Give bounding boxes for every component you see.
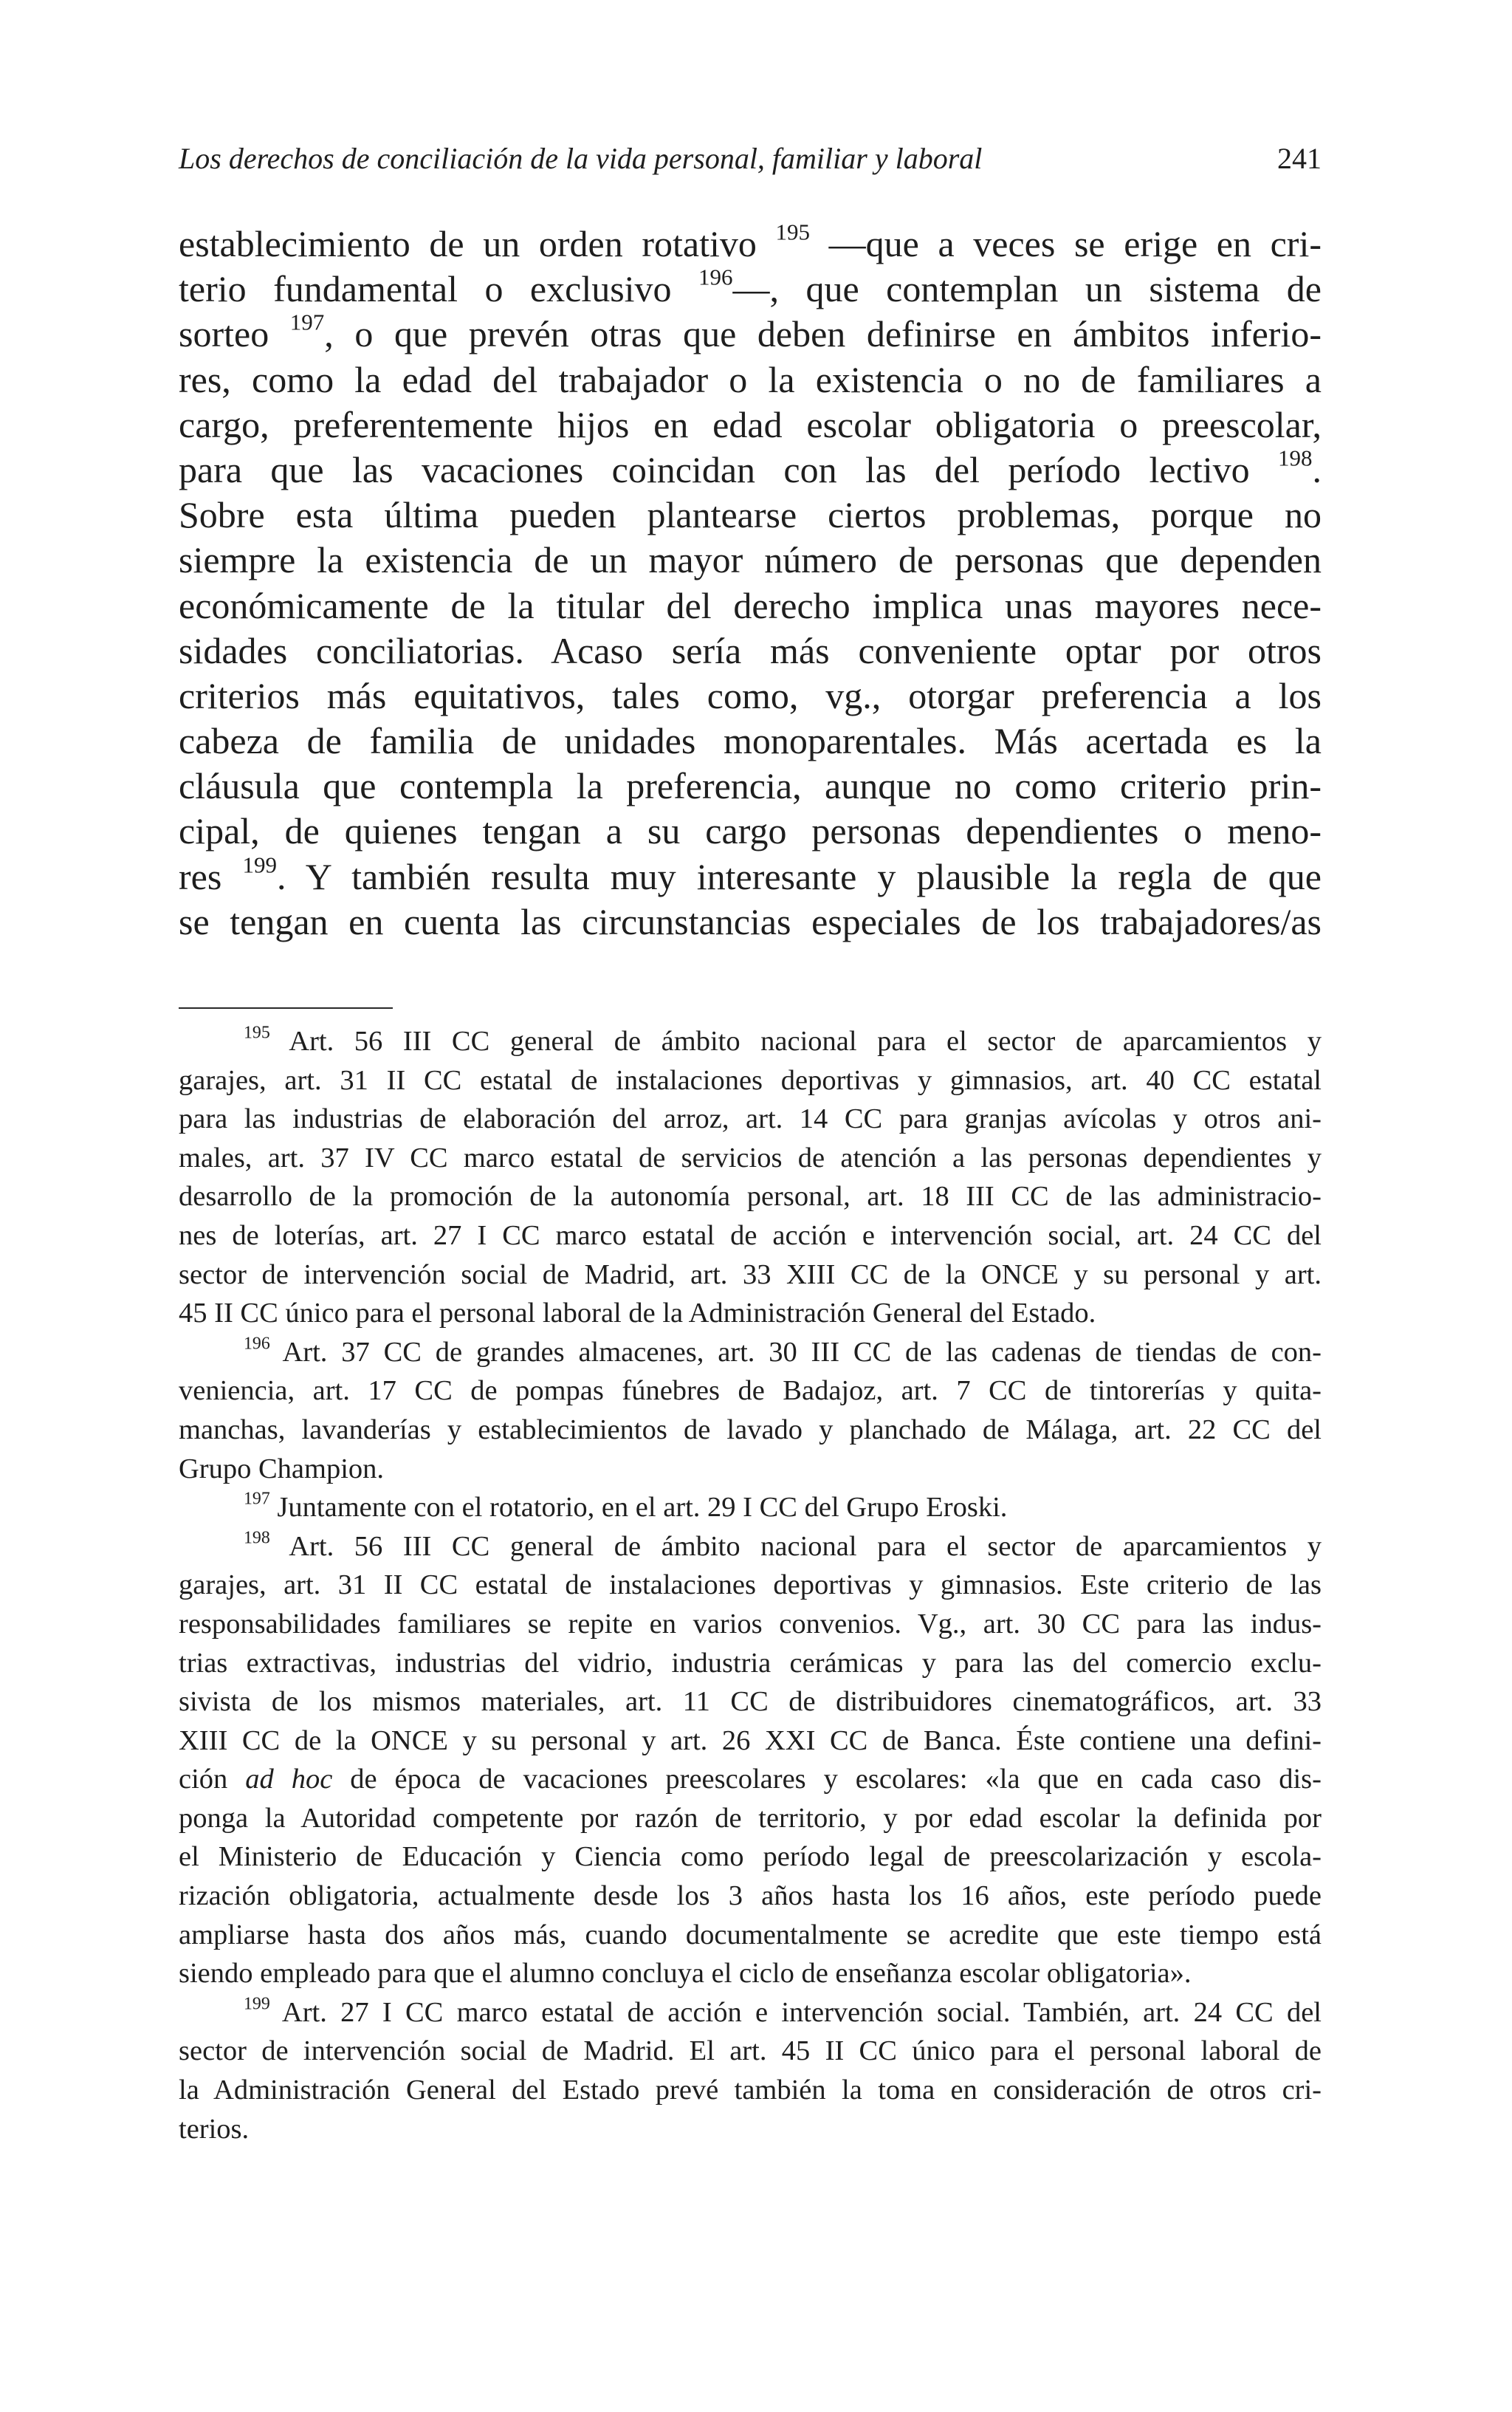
footnote-line: $^{199}$ Art. 27 I CC marco estatal de acción e intervención social. También, art. 24 CC del [244, 1994, 1322, 2028]
body-line: res, como la edad del trabajador o la existencia o no de familiares a [179, 358, 1322, 400]
footnote-line: garajes, art. 31 II CC estatal de instalaciones deportivas y gimnasios, art. 40 CC estatal [179, 1064, 1322, 1096]
body-line: cargo, preferentemente hijos en edad escolar obligatoria o preescolar, [179, 403, 1322, 445]
page-number: 241 [1277, 142, 1322, 175]
footnote-line: veniencia, art. 17 CC de pompas fúnebres de Badajoz, art. 7 CC de tintorerías y quita- [179, 1375, 1322, 1407]
footnote-separator [179, 1007, 393, 1009]
footnote-line: para las industrias de elaboración del arroz, art. 14 CC para granjas avícolas y otros ani- [179, 1103, 1322, 1135]
body-line: para que las vacaciones coincidan con las del período lectivo $^{198}$. [179, 445, 1322, 490]
footnote-number: 199 [244, 1994, 270, 2014]
footnote-reference[interactable]: 195 [775, 219, 810, 245]
footnote-199 [179, 1993, 1322, 2148]
footnote-198 [179, 1527, 1322, 1993]
body-line: económicamente de la titular del derecho implica unas mayores nece- [179, 584, 1322, 626]
body-line: cipal, de quienes tengan a su cargo personas dependientes o meno- [179, 810, 1322, 852]
footnotes [179, 1022, 1322, 2148]
footnote-number: 198 [244, 1528, 270, 1548]
footnote-line: desarrollo de la promoción de la autonomía personal, art. 18 III CC de las administracio- [179, 1181, 1322, 1213]
body-line: res $^{199}$. Y también resulta muy interesante y plausible la regla de que [179, 852, 1322, 897]
body-line: criterios más equitativos, tales como, vg., otorgar preferencia a los [179, 674, 1322, 716]
footnote-number: 196 [244, 1334, 270, 1354]
footnote-196 [179, 1333, 1322, 1488]
footnote-reference[interactable]: 196 [698, 264, 733, 290]
footnote-197 [179, 1488, 1322, 1527]
footnote-line: garajes, art. 31 II CC estatal de instalaciones deportivas y gimnasios. Este criterio de las [179, 1569, 1322, 1601]
footnote-line: nes de loterías, art. 27 I CC marco estatal de acción e intervención social, art. 24 CC del [179, 1219, 1322, 1251]
footnote-reference[interactable]: 198 [1278, 445, 1313, 471]
footnote-line: terios. [179, 2113, 250, 2145]
footnote-line: XIII CC de la ONCE y su personal y art. 26 XXI CC de Banca. Éste contiene una defini- [179, 1724, 1322, 1756]
body-line: terio fundamental o exclusivo $^{196}$—, que contemplan un sistema de [179, 264, 1322, 310]
running-header [179, 133, 1322, 185]
footnote-line: ampliarse hasta dos años más, cuando documentalmente se acredite que este tiempo está [179, 1919, 1322, 1950]
body-line: sidades conciliatorias. Acaso sería más conveniente optar por otros [179, 629, 1322, 671]
footnote-line: $^{196}$ Art. 37 CC de grandes almacenes, art. 30 III CC de las cadenas de tiendas de con- [244, 1334, 1322, 1368]
body-line: cabeza de familia de unidades monoparentales. Más acertada es la [179, 720, 1322, 762]
footnote-line: $^{197}$ Juntamente con el rotatorio, en el art. 29 I CC del Grupo Eroski. [244, 1489, 1008, 1524]
footnote-line: 45 II CC único para el personal laboral de la Administración General del Estado. [179, 1298, 1096, 1329]
footnote-line: sector de intervención social de Madrid. El art. 45 II CC único para el personal laboral de [179, 2035, 1322, 2067]
footnote-line: la Administración General del Estado prevé también la toma en consideración de otros cri- [179, 2074, 1322, 2106]
footnote-line: rización obligatoria, actualmente desde los 3 años hasta los 16 años, este período puede [179, 1880, 1322, 1912]
footnote-number: 195 [244, 1023, 270, 1043]
body-line: sorteo $^{197}$, o que prevén otras que deben definirse en ámbitos inferio- [179, 309, 1322, 355]
footnote-line: el Ministerio de Educación y Ciencia como período legal de preescolarización y escola- [179, 1841, 1322, 1873]
body-line: se tengan en cuenta las circunstancias especiales de los trabajadores/as [179, 900, 1322, 942]
body-line: establecimiento de un orden rotativo $^{195}$ —que a veces se erige en cri- [179, 219, 1322, 264]
footnote-line: responsabilidades familiares se repite en varios convenios. Vg., art. 30 CC para las indus- [179, 1608, 1322, 1640]
footnote-line: $^{198}$ Art. 56 III CC general de ámbito nacional para el sector de aparcamientos y [244, 1528, 1322, 1562]
footnote-line: Grupo Champion. [179, 1453, 385, 1484]
body-line: siempre la existencia de un mayor número de personas que dependen [179, 539, 1322, 581]
main-paragraph [179, 219, 1322, 945]
footnote-line: sector de intervención social de Madrid, art. 33 XIII CC de la ONCE y su personal y art. [179, 1258, 1322, 1290]
footnote-195 [179, 1022, 1322, 1333]
footnote-reference[interactable]: 199 [242, 852, 277, 878]
footnote-line: sivista de los mismos materiales, art. 11 CC de distribuidores cinematográficos, art. 33 [179, 1686, 1322, 1718]
body-line: cláusula que contempla la preferencia, aunque no como criterio prin- [179, 765, 1322, 807]
footnote-line: siendo empleado para que el alumno concluya el ciclo de enseñanza escolar obligatoria». [179, 1958, 1192, 1990]
body-line: Sobre esta última pueden plantearse ciertos problemas, porque no [179, 494, 1322, 536]
footnote-number: 197 [244, 1489, 270, 1509]
footnote-line: manchas, lavanderías y establecimientos de lavado y planchado de Málaga, art. 22 CC del [179, 1414, 1322, 1445]
running-title: Los derechos de conciliación de la vida personal, familiar y laboral [179, 142, 983, 175]
footnote-line: males, art. 37 IV CC marco estatal de servicios de atención a las personas dependientes y [179, 1142, 1322, 1174]
footnote-line: $^{195}$ Art. 56 III CC general de ámbito nacional para el sector de aparcamientos y [244, 1023, 1322, 1057]
footnote-line: ción ad hoc de época de vacaciones preescolares y escolares: «la que en cada caso dis- [179, 1764, 1322, 1795]
footnote-line: ponga la Autoridad competente por razón de territorio, y por edad escolar la definida por [179, 1802, 1322, 1834]
footnote-reference[interactable]: 197 [289, 309, 325, 336]
footnote-line: trias extractivas, industrias del vidrio, industria cerámicas y para las del comercio exclu- [179, 1647, 1322, 1679]
